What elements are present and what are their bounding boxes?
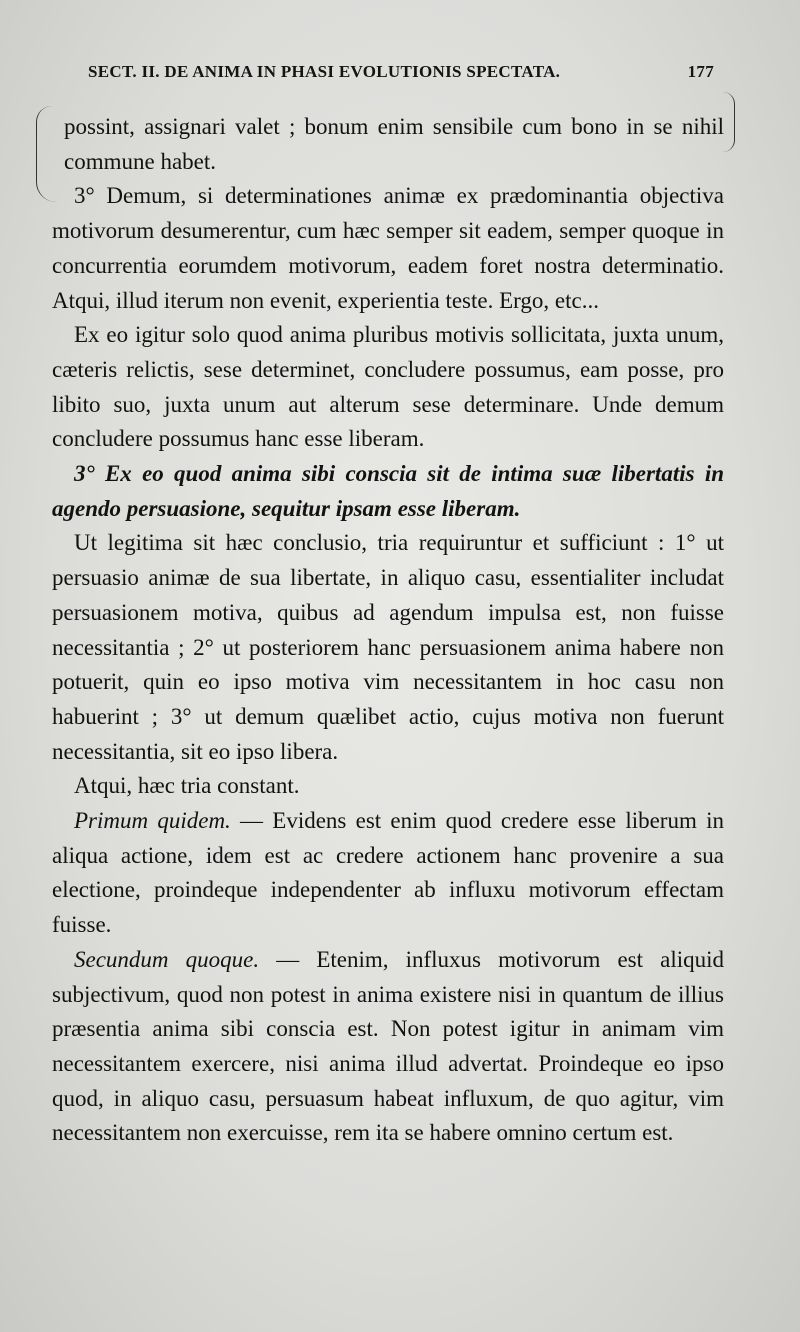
paragraph-lead: Secundum quoque. [74, 946, 260, 972]
paragraph-lead: Primum quidem. [74, 808, 231, 834]
paragraph-third-argument: 3° Demum, si determinationes animæ ex prædominantia objectiva motivorum desumerentur, cum hæc semper sit eadem, semper quoque in concurrentia eorumdem motivorum, eadem foret nostra determinatio. Atqui, illud iterum non evenit, experientia teste. Ergo, etc... [52, 183, 724, 313]
paragraph-continuation: possint, assignari valet ; bonum enim sensibile cum bono in se nihil commune habet. [64, 114, 724, 174]
page-body [52, 110, 724, 1151]
running-title: SECT. II. DE ANIMA IN PHASI EVOLUTIONIS SPECTATA. [88, 62, 561, 81]
paragraph-secundum: Secundum quoque. — Etenim, influxus motivorum est aliquid subjectivum, quod non potest in anima existere nisi in quantum de illius præsentia anima sibi conscia est. Non potest igitur in animam vim necessitantem exercere, nisi anima illud advertat. Proindeque eo ipso quod, in aliquo casu, persuasum habeat influxum, de quo agitur, vim necessitantem non exercuisse, rem ita se habere omnino certum est. [52, 946, 724, 1146]
paragraph-thesis: 3° Ex eo quod anima sibi conscia sit de intima suæ libertatis in agendo persuasione, sequitur ipsam esse liberam. [52, 461, 724, 521]
paragraph-primum: Primum quidem. — Evidens est enim quod credere esse liberum in aliqua actione, idem est ac credere actionem hanc provenire a sua electione, proindeque independenter ab influxu motivorum effectam fuisse. [52, 808, 724, 938]
running-header [88, 62, 714, 82]
page-number: 177 [687, 62, 714, 81]
paragraph-conclusion: Ex eo igitur solo quod anima pluribus motivis sollicitata, juxta unum, cæteris relictis, sese determinet, concludere possumus, eam posse, pro libito suo, juxta unum aut alterum sese determinare. Unde demum concludere possumus hanc esse liberam. [52, 322, 724, 452]
paragraph-requirements: Ut legitima sit hæc conclusio, tria requiruntur et sufficiunt : 1° ut persuasio animæ de sua libertate, in aliquo casu, essentialiter includat persuasionem motiva, quibus ad agendum impulsa est, non fuisse necessitantia ; 2° ut posteriorem hanc persuasionem anima habere non potuerit, quin eo ipso motiva vim necessitantem in hoc casu non habuerint ; 3° ut demum quælibet actio, cujus motiva non fuerunt necessitantia, sit eo ipso libera. [52, 530, 724, 764]
paragraph-constant: Atqui, hæc tria constant. [74, 773, 300, 799]
